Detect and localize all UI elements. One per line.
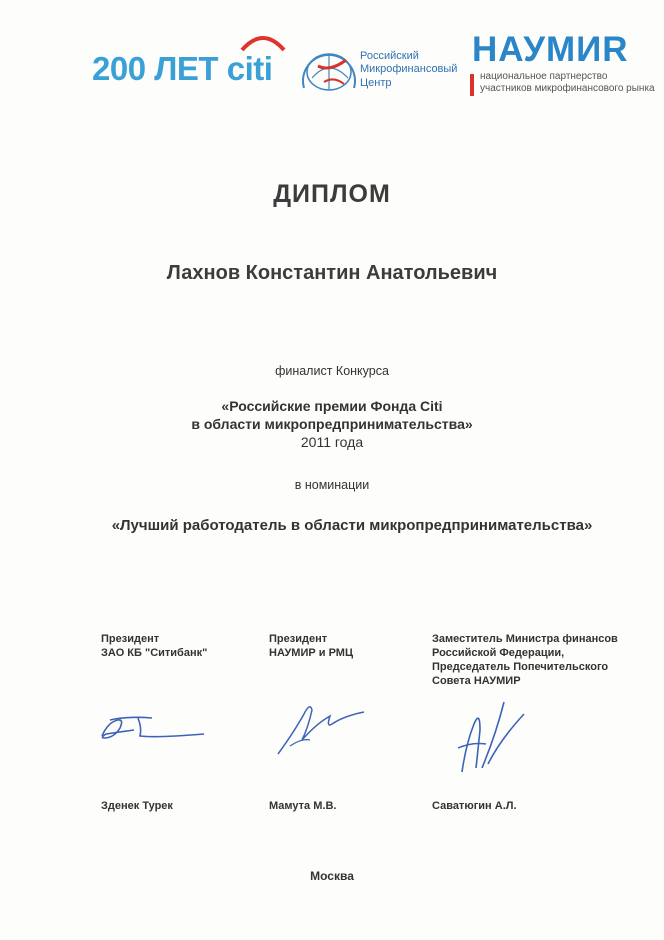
naumir-logo-text: НАУМИR — [472, 30, 629, 69]
signatory-name: Зденек Турек — [101, 800, 173, 812]
nomination-intro: в номинации — [294, 478, 370, 492]
contest-line: в области микропредпринимательства» — [191, 416, 473, 432]
signatory-title — [269, 632, 353, 660]
signatory-title-line: Совета НАУМИР — [432, 675, 521, 687]
signature-image — [452, 694, 532, 780]
status-text: финалист Конкурса — [275, 364, 389, 378]
citi-arc-icon — [240, 30, 286, 52]
signatory-title-line: Российской Федерации, — [432, 647, 565, 659]
signatory-title-line: Заместитель Министра финансов — [432, 633, 618, 645]
citi-200-years-logo — [92, 28, 282, 88]
signatory-title — [432, 632, 618, 688]
signature-image — [272, 694, 368, 758]
city-label: Москва — [310, 869, 354, 883]
contest-line: 2011 года — [300, 434, 364, 450]
naumir-subtitle-line: национальное партнерство — [480, 71, 608, 82]
signatory-name: Мамута М.В. — [269, 800, 337, 812]
signatory-title — [101, 632, 207, 660]
signature-image — [98, 708, 208, 744]
citi-logo-text: 200 ЛЕТ citi — [92, 50, 273, 87]
naumir-red-bar-icon — [470, 74, 478, 96]
signatory-title-line: НАУМИР и РМЦ — [269, 647, 353, 659]
contest-name — [0, 397, 664, 451]
signatory-title-line: Председатель Попечительского — [432, 661, 609, 673]
rmc-logo-line: Микрофинансовый — [360, 63, 458, 75]
naumir-logo — [470, 30, 655, 100]
naumir-subtitle-line: участников микрофинансового рынка — [480, 83, 655, 94]
rmc-logo-line: Российский — [360, 50, 419, 62]
rmc-logo-line: Центр — [360, 77, 392, 89]
recipient-name: Лахнов Константин Анатольевич — [166, 262, 498, 284]
nomination-title: «Лучший работодатель в области микропредпринимательства» — [111, 517, 593, 534]
signatory-name: Саватюгин А.Л. — [432, 800, 517, 812]
signatory-title-line: Президент — [101, 633, 160, 645]
signatory-title-line: ЗАО КБ "Ситибанк" — [101, 647, 208, 659]
page-title: ДИПЛОМ — [273, 180, 391, 208]
rmc-logo — [298, 30, 468, 100]
contest-line: «Российские премии Фонда Citi — [221, 398, 443, 414]
globe-icon — [298, 38, 360, 96]
signatory-title-line: Президент — [269, 633, 328, 645]
